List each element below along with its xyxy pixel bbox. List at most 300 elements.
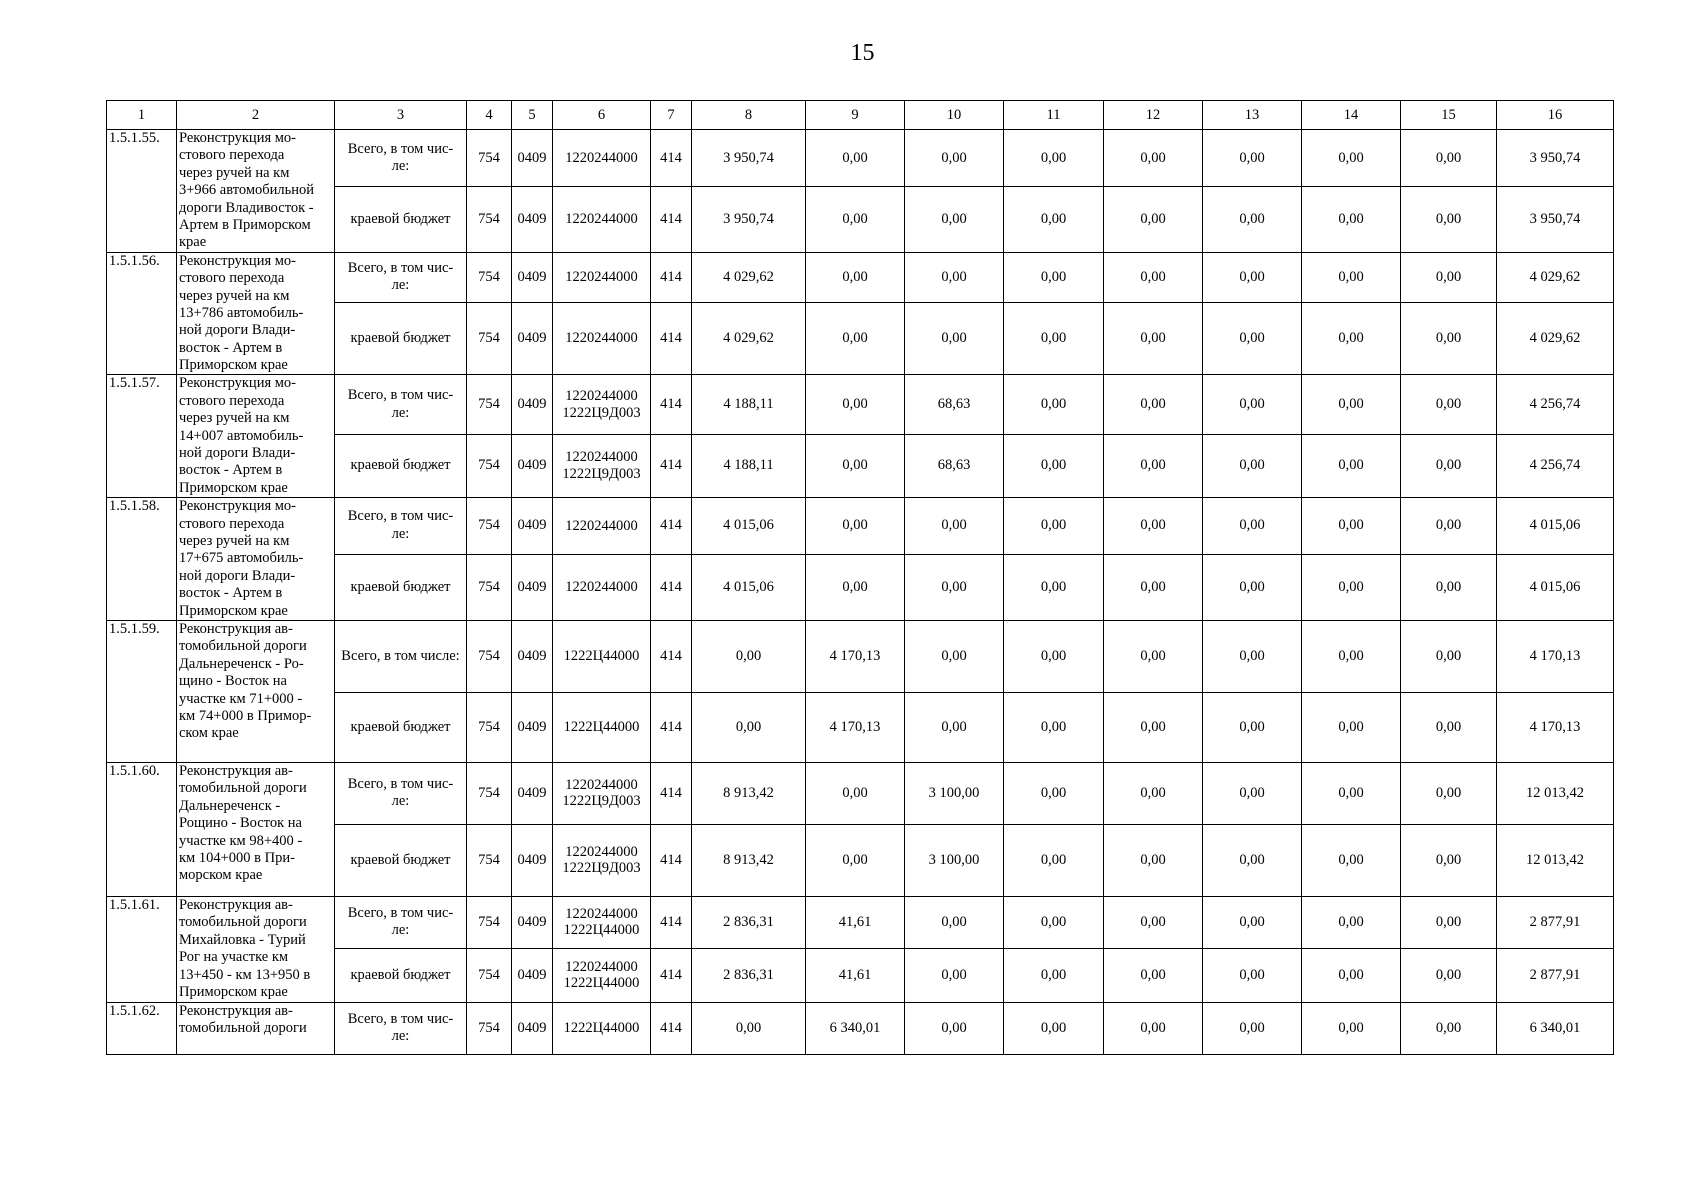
funding-source <box>335 1002 467 1054</box>
target-code-line: 1220244000 <box>565 387 638 404</box>
table-header <box>107 101 1614 130</box>
item-name-line: Приморском крае <box>179 602 288 619</box>
table-row <box>107 375 1614 434</box>
funding-source <box>335 130 467 187</box>
section-code: 0409 <box>512 692 553 762</box>
year-value: 0,00 <box>1203 762 1302 824</box>
year-value: 0,00 <box>1302 824 1401 896</box>
total-value: 4 170,13 <box>1497 692 1614 762</box>
item-name-line: 14+007 автомобиль- <box>179 427 304 444</box>
column-header: 11 <box>1004 101 1104 130</box>
year-value: 0,00 <box>1104 434 1203 497</box>
year-value: 0,00 <box>1004 187 1104 252</box>
year-value: 0,00 <box>1104 130 1203 187</box>
column-header: 4 <box>467 101 512 130</box>
funding-source <box>335 252 467 302</box>
year-value: 0,00 <box>1004 303 1104 375</box>
section-code: 0409 <box>512 620 553 692</box>
item-name-line: через ручей на км <box>179 532 290 549</box>
target-code-line: 1222Ц44000 <box>563 975 640 992</box>
section-code: 0409 <box>512 948 553 1002</box>
funding-source-line: ле: <box>391 922 410 939</box>
section-code: 0409 <box>512 187 553 252</box>
target-code-line: 1222Ц9Д003 <box>562 404 641 421</box>
funding-source-line: краевой бюджет <box>350 578 451 595</box>
item-name-line: Артем в Приморском <box>179 216 311 233</box>
total-value: 2 877,91 <box>1497 948 1614 1002</box>
total-value: 12 013,42 <box>1497 824 1614 896</box>
year-value: 0,00 <box>1302 948 1401 1002</box>
year-value: 0,00 <box>1302 498 1401 554</box>
admin-code: 754 <box>467 1002 512 1054</box>
funding-source-line: Всего, в том чис- <box>347 387 454 404</box>
funding-source <box>335 824 467 896</box>
year-value: 0,00 <box>1104 692 1203 762</box>
section-code: 0409 <box>512 498 553 554</box>
item-name-line: стового перехода <box>179 147 285 164</box>
item-name-line: томобильной дороги <box>179 1020 307 1037</box>
funding-source-line: ле: <box>391 404 410 421</box>
item-name-line: Рощино - Восток на <box>179 815 302 832</box>
year-value: 0,00 <box>692 1002 806 1054</box>
year-value: 0,00 <box>806 252 905 302</box>
expense-type-code: 414 <box>651 252 692 302</box>
column-header: 16 <box>1497 101 1614 130</box>
year-value: 0,00 <box>1203 692 1302 762</box>
year-value: 0,00 <box>1104 620 1203 692</box>
admin-code: 754 <box>467 130 512 187</box>
year-value: 3 100,00 <box>905 824 1004 896</box>
year-value: 2 836,31 <box>692 948 806 1002</box>
item-name-line: Реконструкция ав- <box>179 896 293 913</box>
target-code-line: 1220244000 <box>565 517 638 534</box>
item-name-line: ной дороги Влади- <box>179 322 296 339</box>
year-value: 0,00 <box>1104 375 1203 434</box>
funding-source-line: краевой бюджет <box>350 210 451 227</box>
funding-source <box>335 948 467 1002</box>
year-value: 0,00 <box>1302 375 1401 434</box>
section-code: 0409 <box>512 303 553 375</box>
column-header: 15 <box>1401 101 1497 130</box>
funding-source <box>335 187 467 252</box>
year-value: 41,61 <box>806 896 905 948</box>
column-header: 7 <box>651 101 692 130</box>
target-code <box>553 375 651 434</box>
item-name-line: томобильной дороги <box>179 780 307 797</box>
year-value: 4 188,11 <box>692 434 806 497</box>
target-code-line: 1222Ц44000 <box>563 1020 640 1037</box>
year-value: 0,00 <box>1004 948 1104 1002</box>
column-header: 8 <box>692 101 806 130</box>
section-code: 0409 <box>512 130 553 187</box>
table-row <box>107 1002 1614 1054</box>
year-value: 0,00 <box>1401 252 1497 302</box>
column-header: 1 <box>107 101 177 130</box>
item-name-line: ной дороги Влади- <box>179 445 296 462</box>
item-number: 1.5.1.55. <box>107 130 177 253</box>
year-value: 4 015,06 <box>692 498 806 554</box>
year-value: 0,00 <box>1104 498 1203 554</box>
total-value: 3 950,74 <box>1497 130 1614 187</box>
item-name-line: 13+786 автомобиль- <box>179 304 304 321</box>
item-name-line: Реконструкция ав- <box>179 1002 293 1019</box>
year-value: 0,00 <box>1203 824 1302 896</box>
item-name-line: км 74+000 в Примор- <box>179 707 312 724</box>
item-name <box>177 130 335 253</box>
year-value: 0,00 <box>905 620 1004 692</box>
table-row <box>107 252 1614 302</box>
year-value: 0,00 <box>905 130 1004 187</box>
admin-code: 754 <box>467 896 512 948</box>
expense-type-code: 414 <box>651 434 692 497</box>
total-value: 2 877,91 <box>1497 896 1614 948</box>
target-code-line: 1220244000 <box>565 843 638 860</box>
item-name-line: щино - Восток на <box>179 673 287 690</box>
year-value: 41,61 <box>806 948 905 1002</box>
year-value: 0,00 <box>1302 1002 1401 1054</box>
total-value: 12 013,42 <box>1497 762 1614 824</box>
year-value: 4 029,62 <box>692 252 806 302</box>
admin-code: 754 <box>467 252 512 302</box>
year-value: 0,00 <box>1004 620 1104 692</box>
year-value: 0,00 <box>1004 252 1104 302</box>
year-value: 4 170,13 <box>806 620 905 692</box>
year-value: 0,00 <box>806 824 905 896</box>
admin-code: 754 <box>467 692 512 762</box>
target-code <box>553 824 651 896</box>
year-value: 8 913,42 <box>692 762 806 824</box>
target-code <box>553 762 651 824</box>
item-name-line: стового перехода <box>179 515 285 532</box>
funding-source <box>335 896 467 948</box>
year-value: 0,00 <box>1104 896 1203 948</box>
year-value: 0,00 <box>806 434 905 497</box>
item-name-line: через ручей на км <box>179 287 290 304</box>
funding-source-line: Всего, в том чис- <box>347 259 454 276</box>
target-code <box>553 252 651 302</box>
item-name-line: Дальнереченск - Ро- <box>179 655 304 672</box>
target-code-line: 1222Ц9Д003 <box>562 465 641 482</box>
section-code: 0409 <box>512 252 553 302</box>
item-name-line: 3+966 автомобильной <box>179 182 315 199</box>
year-value: 0,00 <box>1203 1002 1302 1054</box>
year-value: 3 950,74 <box>692 130 806 187</box>
budget-table <box>106 100 1614 1055</box>
year-value: 3 100,00 <box>905 762 1004 824</box>
admin-code: 754 <box>467 498 512 554</box>
year-value: 0,00 <box>1004 498 1104 554</box>
table-row <box>107 620 1614 692</box>
year-value: 0,00 <box>1004 824 1104 896</box>
expense-type-code: 414 <box>651 498 692 554</box>
item-name-line: ском крае <box>179 725 239 742</box>
year-value: 0,00 <box>1401 187 1497 252</box>
admin-code: 754 <box>467 375 512 434</box>
year-value: 0,00 <box>905 252 1004 302</box>
section-code: 0409 <box>512 896 553 948</box>
item-name <box>177 498 335 621</box>
year-value: 0,00 <box>1203 434 1302 497</box>
item-name-line: Михайловка - Турий <box>179 931 306 948</box>
item-name-line: стового перехода <box>179 392 285 409</box>
year-value: 0,00 <box>1104 762 1203 824</box>
target-code <box>553 498 651 554</box>
column-header: 14 <box>1302 101 1401 130</box>
item-number: 1.5.1.60. <box>107 762 177 896</box>
target-code-line: 1220244000 <box>565 776 638 793</box>
year-value: 0,00 <box>1401 375 1497 434</box>
column-header: 10 <box>905 101 1004 130</box>
year-value: 0,00 <box>1104 187 1203 252</box>
year-value: 0,00 <box>1004 554 1104 620</box>
item-name-line: дороги Владивосток - <box>179 199 314 216</box>
total-value: 3 950,74 <box>1497 187 1614 252</box>
funding-source-line: Всего, в том чис- <box>347 140 454 157</box>
year-value: 0,00 <box>1401 692 1497 762</box>
year-value: 0,00 <box>1302 434 1401 497</box>
header-row <box>107 101 1614 130</box>
item-name <box>177 762 335 896</box>
year-value: 0,00 <box>905 303 1004 375</box>
year-value: 0,00 <box>1104 554 1203 620</box>
funding-source-line: краевой бюджет <box>350 457 451 474</box>
year-value: 0,00 <box>1203 896 1302 948</box>
column-header: 2 <box>177 101 335 130</box>
year-value: 0,00 <box>905 948 1004 1002</box>
target-code <box>553 130 651 187</box>
item-name-line: восток - Артем в <box>179 585 283 602</box>
item-name <box>177 1002 335 1054</box>
expense-type-code: 414 <box>651 620 692 692</box>
funding-source-line: Всего, в том чис- <box>347 1011 454 1028</box>
item-number: 1.5.1.57. <box>107 375 177 498</box>
target-code <box>553 187 651 252</box>
year-value: 0,00 <box>806 130 905 187</box>
item-name-line: Дальнереченск - <box>179 797 281 814</box>
year-value: 0,00 <box>1104 948 1203 1002</box>
year-value: 0,00 <box>1104 1002 1203 1054</box>
admin-code: 754 <box>467 434 512 497</box>
year-value: 0,00 <box>905 498 1004 554</box>
item-number: 1.5.1.56. <box>107 252 177 375</box>
year-value: 0,00 <box>1004 375 1104 434</box>
expense-type-code: 414 <box>651 824 692 896</box>
year-value: 0,00 <box>1004 1002 1104 1054</box>
funding-source-line: Всего, в том чис- <box>347 905 454 922</box>
item-name <box>177 375 335 498</box>
target-code-line: 1220244000 <box>565 211 638 228</box>
total-value: 4 170,13 <box>1497 620 1614 692</box>
year-value: 0,00 <box>1302 692 1401 762</box>
year-value: 8 913,42 <box>692 824 806 896</box>
funding-source-line: ле: <box>391 793 410 810</box>
target-code <box>553 620 651 692</box>
year-value: 0,00 <box>1302 303 1401 375</box>
target-code-line: 1222Ц44000 <box>563 922 640 939</box>
year-value: 0,00 <box>1401 1002 1497 1054</box>
target-code <box>553 434 651 497</box>
year-value: 0,00 <box>1203 620 1302 692</box>
target-code-line: 1220244000 <box>565 578 638 595</box>
funding-source-line: краевой бюджет <box>350 851 451 868</box>
item-name-line: Реконструкция мо- <box>179 252 296 269</box>
admin-code: 754 <box>467 762 512 824</box>
year-value: 0,00 <box>1302 620 1401 692</box>
funding-source-line: Всего, в том чис- <box>347 508 454 525</box>
year-value: 0,00 <box>1401 434 1497 497</box>
target-code-line: 1222Ц44000 <box>563 648 640 665</box>
total-value: 4 015,06 <box>1497 554 1614 620</box>
funding-source <box>335 434 467 497</box>
funding-source <box>335 303 467 375</box>
expense-type-code: 414 <box>651 762 692 824</box>
expense-type-code: 414 <box>651 948 692 1002</box>
item-name <box>177 620 335 762</box>
target-code-line: 1220244000 <box>565 149 638 166</box>
target-code-line: 1220244000 <box>565 958 638 975</box>
year-value: 6 340,01 <box>806 1002 905 1054</box>
expense-type-code: 414 <box>651 303 692 375</box>
year-value: 0,00 <box>905 187 1004 252</box>
year-value: 0,00 <box>1401 498 1497 554</box>
target-code-line: 1220244000 <box>565 269 638 286</box>
item-name-line: крае <box>179 234 207 251</box>
funding-source <box>335 692 467 762</box>
section-code: 0409 <box>512 824 553 896</box>
year-value: 0,00 <box>1401 762 1497 824</box>
funding-source <box>335 762 467 824</box>
target-code-line: 1220244000 <box>565 449 638 466</box>
year-value: 0,00 <box>1004 762 1104 824</box>
year-value: 4 015,06 <box>692 554 806 620</box>
table-row <box>107 896 1614 948</box>
expense-type-code: 414 <box>651 896 692 948</box>
item-name-line: восток - Артем в <box>179 462 283 479</box>
column-header: 3 <box>335 101 467 130</box>
item-name-line: томобильной дороги <box>179 638 307 655</box>
year-value: 68,63 <box>905 434 1004 497</box>
year-value: 0,00 <box>1401 948 1497 1002</box>
funding-source-line: краевой бюджет <box>350 966 451 983</box>
year-value: 0,00 <box>905 1002 1004 1054</box>
year-value: 0,00 <box>1401 896 1497 948</box>
target-code-line: 1222Ц44000 <box>563 719 640 736</box>
funding-source-line: краевой бюджет <box>350 330 451 347</box>
item-name-line: Реконструкция мо- <box>179 375 296 392</box>
section-code: 0409 <box>512 554 553 620</box>
year-value: 0,00 <box>1401 824 1497 896</box>
year-value: 0,00 <box>806 375 905 434</box>
total-value: 6 340,01 <box>1497 1002 1614 1054</box>
item-name-line: Реконструкция мо- <box>179 130 296 146</box>
item-name-line: участке км 98+400 - <box>179 832 303 849</box>
admin-code: 754 <box>467 948 512 1002</box>
column-header: 9 <box>806 101 905 130</box>
target-code-line: 1222Ц9Д003 <box>562 793 641 810</box>
year-value: 0,00 <box>1302 187 1401 252</box>
item-name <box>177 896 335 1002</box>
target-code <box>553 896 651 948</box>
year-value: 0,00 <box>1203 303 1302 375</box>
section-code: 0409 <box>512 1002 553 1054</box>
item-name-line: Рог на участке км <box>179 949 289 966</box>
expense-type-code: 414 <box>651 692 692 762</box>
year-value: 0,00 <box>692 692 806 762</box>
year-value: 0,00 <box>1203 252 1302 302</box>
funding-source <box>335 554 467 620</box>
item-number: 1.5.1.61. <box>107 896 177 1002</box>
funding-source-line: ле: <box>391 525 410 542</box>
target-code-line: 1220244000 <box>565 905 638 922</box>
item-name-line: восток - Артем в <box>179 339 283 356</box>
admin-code: 754 <box>467 187 512 252</box>
target-code <box>553 554 651 620</box>
admin-code: 754 <box>467 554 512 620</box>
year-value: 0,00 <box>692 620 806 692</box>
year-value: 0,00 <box>1104 824 1203 896</box>
target-code-line: 1222Ц9Д003 <box>562 860 641 877</box>
item-name-line: 17+675 автомобиль- <box>179 550 304 567</box>
table-row <box>107 762 1614 824</box>
column-header: 12 <box>1104 101 1203 130</box>
year-value: 0,00 <box>1302 252 1401 302</box>
column-header: 6 <box>553 101 651 130</box>
item-name-line: стового перехода <box>179 270 285 287</box>
year-value: 0,00 <box>806 554 905 620</box>
year-value: 0,00 <box>806 498 905 554</box>
expense-type-code: 414 <box>651 375 692 434</box>
year-value: 0,00 <box>1302 896 1401 948</box>
year-value: 68,63 <box>905 375 1004 434</box>
total-value: 4 015,06 <box>1497 498 1614 554</box>
year-value: 0,00 <box>806 303 905 375</box>
item-name-line: Реконструкция мо- <box>179 498 296 515</box>
year-value: 0,00 <box>905 554 1004 620</box>
year-value: 0,00 <box>1203 130 1302 187</box>
section-code: 0409 <box>512 434 553 497</box>
year-value: 4 188,11 <box>692 375 806 434</box>
admin-code: 754 <box>467 824 512 896</box>
year-value: 0,00 <box>1401 130 1497 187</box>
year-value: 0,00 <box>1302 762 1401 824</box>
year-value: 0,00 <box>905 896 1004 948</box>
year-value: 0,00 <box>1203 187 1302 252</box>
funding-source <box>335 498 467 554</box>
target-code-line: 1220244000 <box>565 330 638 347</box>
year-value: 0,00 <box>1004 692 1104 762</box>
year-value: 0,00 <box>1104 252 1203 302</box>
year-value: 0,00 <box>1401 554 1497 620</box>
target-code <box>553 948 651 1002</box>
table-row <box>107 498 1614 554</box>
page-number: 15 <box>850 40 875 66</box>
funding-source-line: Всего, в том чис- <box>347 776 454 793</box>
item-name-line: ной дороги Влади- <box>179 567 296 584</box>
table-body <box>107 130 1614 1055</box>
item-number: 1.5.1.62. <box>107 1002 177 1054</box>
item-number: 1.5.1.58. <box>107 498 177 621</box>
year-value: 0,00 <box>1104 303 1203 375</box>
year-value: 4 029,62 <box>692 303 806 375</box>
year-value: 0,00 <box>806 762 905 824</box>
year-value: 0,00 <box>1302 130 1401 187</box>
funding-source-line: краевой бюджет <box>350 718 451 735</box>
item-name-line: Приморском крае <box>179 983 288 1000</box>
year-value: 2 836,31 <box>692 896 806 948</box>
year-value: 0,00 <box>905 692 1004 762</box>
total-value: 4 029,62 <box>1497 303 1614 375</box>
item-name-line: 13+450 - км 13+950 в <box>179 966 311 983</box>
